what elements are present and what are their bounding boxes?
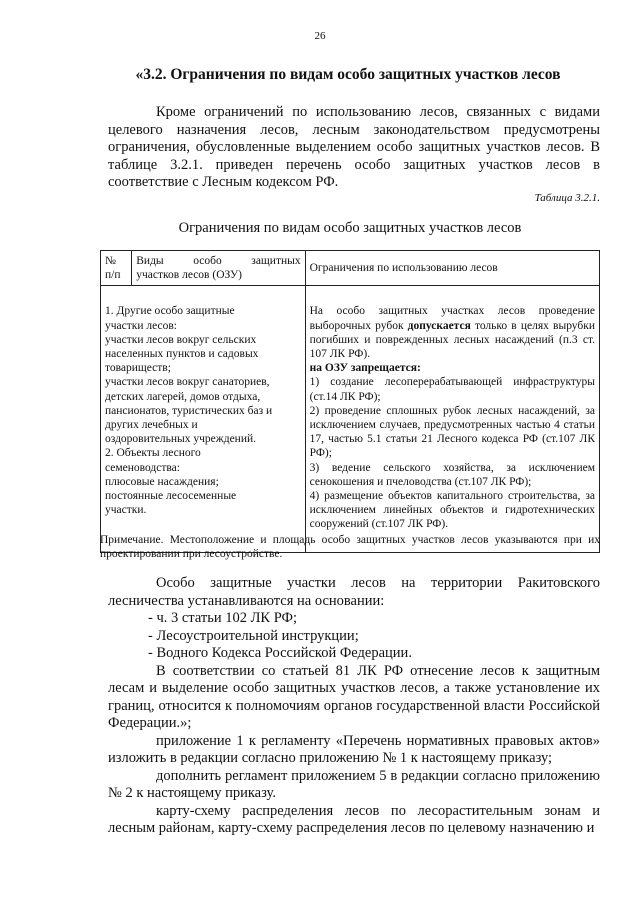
ozu-type-line: 2. Объекты лесного [105, 447, 201, 460]
ozu-type-line: пансионатов, туристических баз и [105, 404, 273, 417]
ozu-types-list [105, 304, 301, 517]
header-num-cell [101, 251, 132, 286]
ozu-type-line: других лечебных и [105, 419, 198, 432]
intro-text: Кроме ограничений по использованию лесов, связанных с видами целевого назначения лесов, лесным законодательством предусмотрены ограничения, обусловленные выделением особо защитных участков лесов. В таблице 3.2.1. приведен перечень особо защитных участков лесов в соответствие с Лесным кодексом РФ. [108, 104, 600, 190]
table-title: Ограничения по видам особо защитных участков лесов [178, 220, 522, 236]
allowed-paragraph [310, 304, 595, 361]
ozu-type-line: участки лесов вокруг сельских [105, 333, 257, 346]
body-paragraph: карту-схему распределения лесов по лесорастительным зонам и лесным районам, карту-схему распределения лесов по целевому назначению и [108, 802, 600, 836]
basis-list-item: - Водного Кодекса Российской Федерации. [148, 645, 412, 661]
body-paragraph: дополнить регламент приложением 5 в редакции согласно приложению № 2 к настоящему приказу. [108, 767, 600, 801]
basis-list-item: - Лесоустроительной инструкции; [148, 627, 359, 644]
ozu-types-cell [101, 286, 306, 552]
header-types-line1 [136, 254, 300, 268]
ozu-type-line: плюсовые насаждения; [105, 475, 219, 488]
forbidden-item: 3) ведение сельского хозяйства, за исключением сенокошения и пчеловодства (ст.107 ЛК РФ); [309, 461, 595, 488]
forbidden-item: 1) создание лесоперерабатывающей инфраструктуры (ст.14 ЛК РФ); [309, 376, 595, 403]
body-text [108, 575, 600, 838]
allowed-keyword: допускается [407, 319, 471, 332]
ozu-type-line: участки. [105, 504, 147, 517]
table-note: Примечание. Местоположение и площадь особо защитных участков лесов указываются при их проектировании при лесоустройстве. [100, 534, 600, 560]
body-paragraph: В соответствии со статьей 81 ЛК РФ отнесение лесов к защитным лесам и выделение особо защитных участков лесов, а также установление их границ, относится к полномочиям органов государственной власти Российской Федерации.»; [108, 662, 600, 731]
intro-paragraph [108, 104, 600, 192]
body-paragraph: Особо защитные участки лесов на территории Ракитовского лесничества устанавливаются на основании: [108, 575, 600, 609]
section-heading: «3.2. Ограничения по видам особо защитных участков лесов [135, 66, 561, 83]
header-types-word2: особо [193, 255, 222, 267]
page-number: 26 [314, 30, 326, 42]
header-types-cell [132, 251, 305, 286]
table-body-row [101, 286, 600, 552]
forbidden-item: 2) проведение сплошных рубок лесных насаждений, за исключением случаев, предусмотренных частью 4 статьи 17, частью 5.1 статьи 21 Лесного кодекса РФ (ст.107 ЛК РФ); [309, 404, 595, 460]
restrictions-cell [305, 286, 599, 552]
allowed-text-start: На особо защитных участках лесов проведение выборочных рубок [309, 305, 595, 332]
body-paragraph: приложение 1 к регламенту «Перечень нормативных правовых актов» изложить в редакции согласно приложению № 1 к настоящему приказу; [108, 732, 600, 766]
ozu-type-line: участки лесов вокруг санаториев, [105, 376, 270, 389]
ozu-type-line: товариществ; [105, 362, 171, 375]
header-types-word3: защитных [251, 255, 301, 267]
ozu-type-line: постоянные лесосеменные [105, 490, 237, 503]
header-num-symbol: № [105, 255, 116, 267]
ozu-type-line: оздоровительных учреждений. [105, 433, 257, 446]
ozu-type-line: 1. Другие особо защитные [105, 305, 235, 318]
ozu-type-line: семеноводства: [105, 461, 180, 474]
forbidden-item: 4) размещение объектов капитального строительства, за исключением линейных объектов и гидротехнических сооружений (ст.107 ЛК РФ). [309, 490, 595, 531]
allowed-text-end: только в целях вырубки погибших и поврежденных лесных насаждений (п.3 ст. 107 ЛК РФ). [309, 319, 595, 361]
forbidden-heading: на ОЗУ запрещается: [309, 362, 421, 375]
header-restrictions-cell: Ограничения по использованию лесов [305, 251, 599, 286]
ozu-type-line: детских лагерей, домов отдыха, [105, 390, 261, 403]
header-num-abbr: п/п [105, 269, 121, 282]
table-header-row [101, 251, 600, 286]
header-types-word1: Виды [136, 255, 164, 267]
restrictions-table [100, 250, 600, 553]
table-number: Таблица 3.2.1. [534, 192, 600, 204]
ozu-type-line: участки лесов: [105, 319, 177, 332]
header-types-line2: участков лесов (ОЗУ) [136, 269, 242, 282]
basis-list-item: - ч. 3 статьи 102 ЛК РФ; [148, 610, 298, 626]
ozu-type-line: населенных пунктов и садовых [105, 348, 259, 361]
